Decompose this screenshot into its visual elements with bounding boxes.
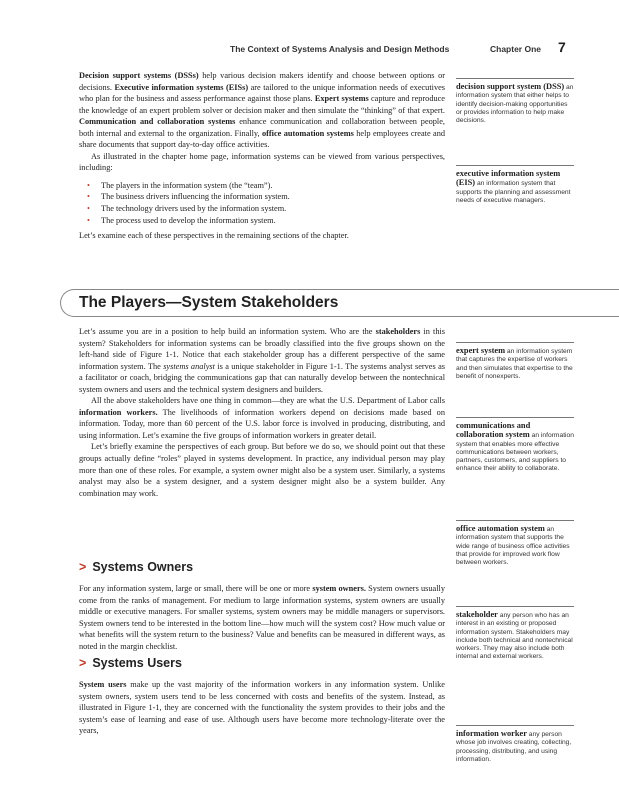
- margin-def: any person who has an interest in an existing or proposed information system. Stakeholders may include both technical and nontechnical workers. They may also include both internal and external workers.: [456, 612, 573, 661]
- text: in this system? Stakeholders for information systems can be broadly classified into the five groups shown on the left-hand side of Figure 1-1. Notice that each stakeholder group has a different perspective of the same information system. The: [79, 327, 445, 371]
- section-heading-box: [60, 289, 619, 317]
- section-text: [79, 326, 445, 499]
- text: make up the vast majority of the information workers in any information system. Unlike system owners, system users tend to be less concerned with costs and benefits of the system. Instead, as illustrated in Figure 1-1, they are concerned with the functionality the system provides to their jobs and the system’s ease of learning and ease of use. Although users have become more technology-literate over the years,: [79, 680, 445, 736]
- section-paragraph-3: Let’s briefly examine the perspectives of each group. But before we do so, we should point out that these groups actually define “roles” played in systems development. In practice, any individual person may play more than one of these roles. For example, a system owner might also be a system user. Similarly, a systems analyst may also be a system designer, and a system designer might also be a system builder. Any combination may work.: [79, 442, 445, 498]
- margin-def: an information system that either helps to identify decision-making opportunities or provides information to help make decisions.: [456, 84, 574, 125]
- key-term: Executive information systems (EISs): [114, 82, 249, 92]
- section-paragraph-2: [79, 395, 445, 441]
- text: All the above stakeholders have one thing in common—they are what the U.S. Department of Labor calls: [91, 396, 445, 406]
- margin-term: expert system: [456, 346, 506, 355]
- key-term: System users: [79, 680, 127, 689]
- margin-term: decision support system (DSS): [456, 82, 565, 91]
- margin-definition: [456, 520, 574, 567]
- intro-text: [79, 70, 445, 242]
- section-heading: The Players—System Stakeholders: [79, 294, 339, 311]
- margin-term: executive information system (EIS): [456, 169, 561, 188]
- text: help employees create and share documents that support day-to-day office activities.: [79, 128, 445, 150]
- arrow-icon: >: [79, 560, 87, 574]
- page-number: 7: [558, 39, 566, 55]
- users-paragraph: [79, 679, 445, 737]
- key-term: stakeholders: [375, 327, 421, 336]
- key-term: office automation systems: [261, 128, 354, 138]
- list-item: • The technology drivers used by the information system.: [79, 203, 445, 215]
- margin-term: stakeholder: [456, 610, 498, 619]
- text: are tailored to the unique information needs of executives who plan for the business and assess performance against those plans.: [79, 82, 446, 104]
- margin-definition: [456, 417, 574, 474]
- text: help various decision makers identify and choose between options or decisions.: [79, 71, 445, 92]
- margin-definition: [456, 165, 574, 205]
- intro-paragraph-1: [79, 70, 445, 151]
- section-paragraph-1: [79, 326, 445, 395]
- list-item: • The process used to develop the information system.: [79, 215, 445, 227]
- key-term: information workers.: [79, 407, 158, 417]
- text: enhance communication and collaboration between people, both internal and external to the organization. Finally,: [79, 117, 445, 138]
- running-header: [230, 39, 570, 60]
- text: is a unique stakeholder in Figure 1-1. The systems analyst serves as a facilitator or coach, bridging the communications gap that can naturally develop between the nontechnical system owners and users and the technical system designers and builders.: [79, 361, 445, 394]
- emphasis: systems analyst: [163, 361, 215, 371]
- text: For any information system, large or small, there will be one or more: [79, 584, 313, 593]
- chapter-label: Chapter One: [490, 44, 542, 54]
- margin-def: an information system that captures the expertise of workers and then simulates that expertise to the benefit of nonexperts.: [456, 348, 573, 380]
- running-title: The Context of Systems Analysis and Design Methods: [230, 44, 450, 54]
- perspectives-list: [79, 180, 445, 226]
- list-item: • The business drivers influencing the information system.: [79, 191, 445, 203]
- subheading-text: Systems Users: [92, 656, 182, 670]
- text: System owners usually come from the ranks of management. For medium to large information systems, system owners are usually middle or executive managers. For smaller systems, system owners may be middle managers or supervisors. System owners tend to be interested in the bottom line—how much will the system cost? How much value or what benefits will the system return to the business? Value and benefits can be measured in different ways, as noted in the margin checklist.: [79, 584, 445, 651]
- margin-def: any person whose job involves creating, collecting, processing, distributing, and using information.: [456, 731, 572, 763]
- margin-term: office automation system: [456, 524, 545, 533]
- margin-definition: [456, 78, 574, 125]
- margin-def: an information system that supports the wide range of business office activities that provide for improved work flow between workers.: [456, 526, 570, 567]
- text: capture and reproduce the knowledge of an expert problem solver or decision maker and then simulate the “thinking” of that expert.: [79, 94, 445, 115]
- arrow-icon: >: [79, 656, 87, 670]
- intro-paragraph-3: Let’s examine each of these perspectives in the remaining sections of the chapter.: [79, 231, 349, 241]
- list-item: • The players in the information system (the “team”).: [79, 180, 445, 192]
- users-text: [79, 679, 445, 737]
- text: Let’s assume you are in a position to help build an information system. Who are the: [79, 327, 376, 336]
- margin-term: communications and collaboration system: [456, 421, 531, 440]
- margin-def: an information system that supports the planning and assessment needs of executive managers.: [456, 180, 571, 204]
- owners-text: [79, 583, 445, 652]
- margin-definition: [456, 725, 574, 764]
- margin-definition: [456, 342, 574, 381]
- owners-paragraph: [79, 583, 445, 652]
- key-term: system owners.: [312, 584, 366, 593]
- subheading-users: [79, 656, 182, 670]
- subheading-text: Systems Owners: [92, 560, 194, 574]
- subheading-owners: [79, 560, 193, 574]
- key-term: Communication and collaboration systems: [79, 117, 236, 127]
- margin-term: information worker: [456, 729, 527, 738]
- margin-def: an information system that enables more effective communications between workers, partners, customers, and suppliers to enhance their ability to collaborate.: [456, 432, 574, 473]
- intro-paragraph-2: As illustrated in the chapter home page, information systems can be viewed from various perspectives, including:: [79, 151, 445, 173]
- key-term: Expert systems: [314, 94, 369, 104]
- key-term: Decision support systems (DSSs): [79, 71, 199, 80]
- margin-definition: [456, 606, 574, 662]
- text: The livelihoods of information workers depend on decisions made based on information. Today, more than 60 percent of the U.S. labor force is involved in producing, distributing, and using information. Let’s examine the five groups of information workers in greater detail.: [79, 407, 445, 440]
